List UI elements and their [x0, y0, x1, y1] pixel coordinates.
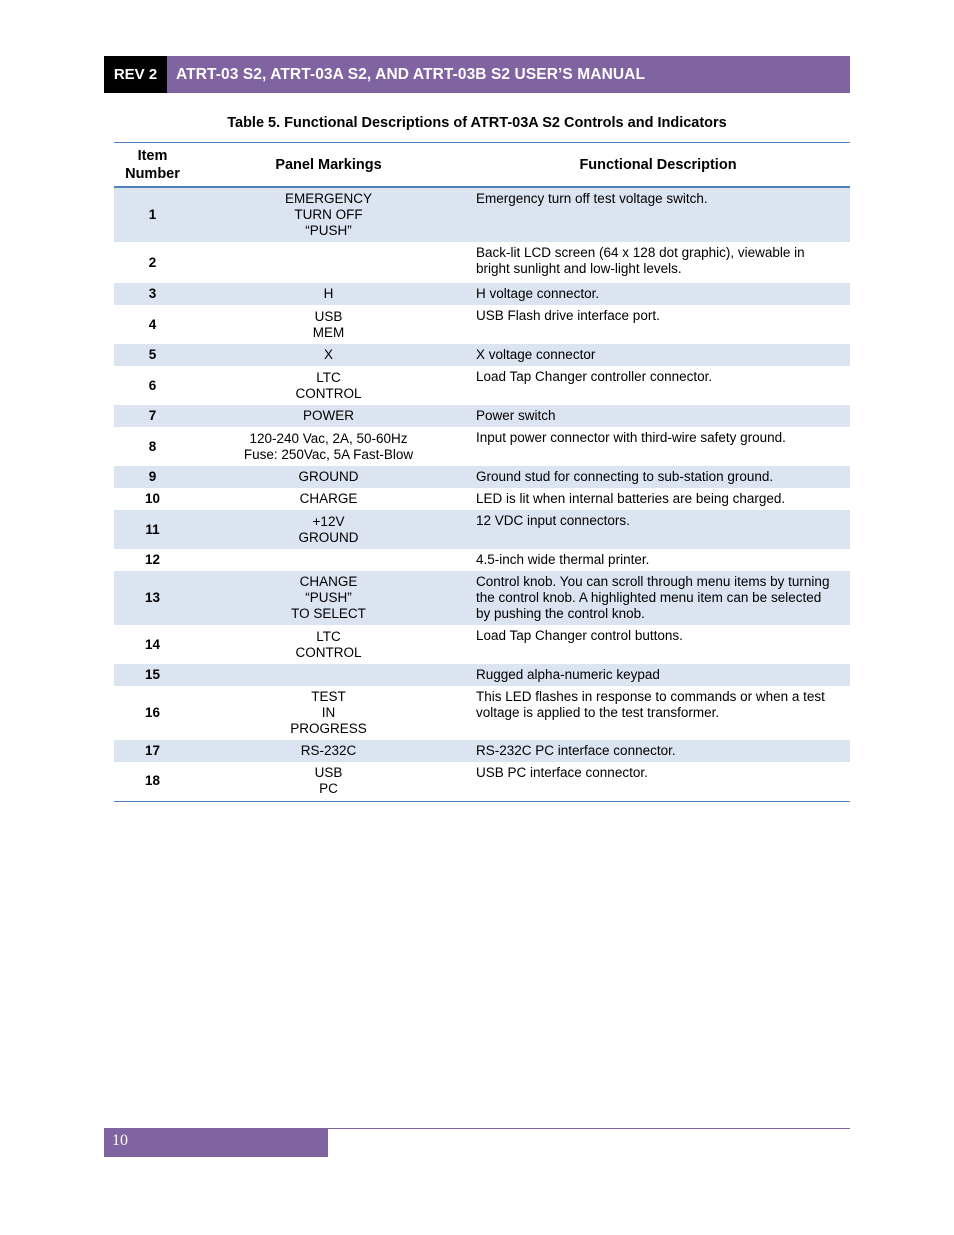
table-row: [114, 187, 850, 242]
description-cell: Power switch: [466, 405, 850, 427]
item-number-cell: 10: [144, 491, 161, 506]
description-cell: Control knob. You can scroll through menu items by turning the control knob. A highlighted menu item can be selected by pushing the control knob.: [466, 571, 850, 625]
description-cell: 12 VDC input connectors.: [466, 510, 850, 549]
item-number-cell: 1: [114, 187, 191, 242]
item-number-cell: 11: [114, 510, 191, 549]
table-row: [114, 488, 850, 510]
item-number-cell: 6: [148, 377, 157, 393]
description-cell: Rugged alpha-numeric keypad: [466, 664, 850, 686]
table-header-row: [114, 143, 850, 188]
table-row: [114, 344, 850, 366]
table-row: [114, 571, 850, 625]
table-row: [114, 366, 850, 405]
item-number-cell: 3: [114, 283, 191, 305]
item-number-cell: 15: [114, 664, 191, 686]
item-number-cell: 18: [114, 762, 191, 801]
panel-marking-cell: TEST IN PROGRESS: [290, 689, 367, 736]
panel-marking-cell: EMERGENCY TURN OFF “PUSH”: [191, 187, 466, 242]
description-cell: RS-232C PC interface connector.: [466, 740, 850, 762]
item-number-cell: 9: [114, 466, 191, 488]
item-number-cell: 5: [114, 344, 191, 366]
functional-descriptions-table: [114, 142, 850, 802]
table-row: [114, 686, 850, 740]
panel-marking-cell: H: [191, 283, 466, 305]
item-number-cell: 2: [148, 254, 157, 270]
panel-marking-cell: LTC CONTROL: [295, 628, 362, 660]
description-cell: Back-lit LCD screen (64 x 128 dot graphic), viewable in bright sunlight and low-light levels.: [476, 245, 805, 276]
panel-marking-cell: GROUND: [191, 466, 466, 488]
table-row: [114, 283, 850, 305]
table-row: [114, 625, 850, 664]
table-row: [114, 405, 850, 427]
item-number-cell: 12: [144, 552, 161, 567]
revision-label: REV 2: [104, 56, 167, 93]
table-row: [114, 762, 850, 801]
description-cell: USB Flash drive interface port.: [476, 308, 660, 323]
manual-title: ATRT-03 S2, ATRT-03A S2, AND ATRT-03B S2 USER’S MANUAL: [167, 56, 850, 93]
column-header-item-number: Item Number: [114, 143, 191, 188]
description-cell: Ground stud for connecting to sub-station ground.: [466, 466, 850, 488]
panel-marking-cell: 120-240 Vac, 2A, 50-60Hz Fuse: 250Vac, 5A Fast-Blow: [243, 430, 414, 462]
panel-marking-cell: X: [191, 344, 466, 366]
panel-marking-cell: CHARGE: [299, 491, 358, 506]
description-cell: Load Tap Changer control buttons.: [476, 628, 683, 643]
description-cell: This LED flashes in response to commands or when a test voltage is applied to the test transformer.: [476, 689, 825, 720]
item-number-cell: 7: [114, 405, 191, 427]
table-row: [114, 549, 850, 571]
item-number-cell: 17: [114, 740, 191, 762]
panel-marking-cell: [191, 664, 466, 686]
description-cell: X voltage connector: [466, 344, 850, 366]
description-cell: LED is lit when internal batteries are being charged.: [476, 491, 786, 506]
panel-marking-cell: RS-232C: [191, 740, 466, 762]
panel-marking-cell: [191, 242, 466, 283]
panel-marking-cell: +12V GROUND: [191, 510, 466, 549]
table-row: [114, 664, 850, 686]
item-number-cell: 8: [148, 438, 157, 454]
table-caption: Table 5. Functional Descriptions of ATRT-03A S2 Controls and Indicators: [227, 115, 727, 131]
panel-marking-cell: POWER: [191, 405, 466, 427]
panel-marking-cell: CHANGE “PUSH” TO SELECT: [191, 571, 466, 625]
panel-marking-cell: USB PC: [191, 762, 466, 801]
panel-marking-cell: USB MEM: [312, 308, 345, 340]
description-cell: 4.5-inch wide thermal printer.: [476, 552, 650, 567]
description-cell: Emergency turn off test voltage switch.: [466, 187, 850, 242]
column-header-functional-description: Functional Description: [466, 143, 850, 188]
item-number-cell: 14: [144, 636, 161, 652]
item-number-cell: 13: [114, 571, 191, 625]
description-cell: Input power connector with third-wire safety ground.: [476, 430, 786, 445]
description-cell: USB PC interface connector.: [466, 762, 850, 801]
item-number-cell: 16: [144, 705, 161, 720]
page-header: [104, 56, 850, 93]
table-row: [114, 427, 850, 466]
panel-marking-cell: [191, 549, 466, 571]
table-row: [114, 510, 850, 549]
table-row: [114, 305, 850, 344]
column-header-panel-markings: Panel Markings: [191, 143, 466, 188]
panel-marking-cell: LTC CONTROL: [295, 369, 362, 401]
page-number: 10: [104, 1129, 328, 1157]
item-number-cell: 4: [148, 316, 157, 332]
table-row: [114, 466, 850, 488]
table-row: [114, 740, 850, 762]
description-cell: H voltage connector.: [466, 283, 850, 305]
table-row: [114, 242, 850, 283]
description-cell: Load Tap Changer controller connector.: [476, 369, 713, 384]
